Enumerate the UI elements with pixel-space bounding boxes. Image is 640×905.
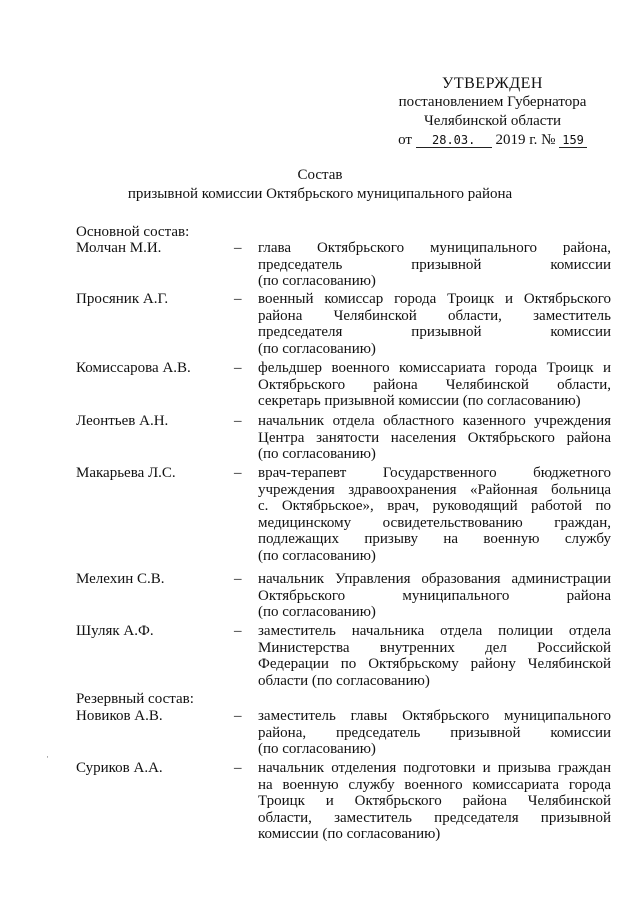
scan-mark: · bbox=[46, 752, 49, 762]
member-role-line: начальник отделения подготовки и призыва граждан bbox=[258, 760, 611, 776]
member-role-line: (по согласованию) bbox=[258, 273, 376, 289]
member-name: Комиссарова А.В. bbox=[76, 360, 191, 376]
approval-heading: УТВЕРЖДЕН bbox=[442, 75, 543, 92]
member-role-line: области, заместитель председателя призывной bbox=[258, 809, 611, 826]
member-name: Макарьева Л.С. bbox=[76, 465, 176, 481]
title-line-1: Состав bbox=[297, 167, 343, 183]
member-role-line: Федерации по Октябрьскому району Челябинской bbox=[258, 656, 611, 672]
title-line-2: призывной комиссии Октябрьского муниципального района bbox=[127, 186, 513, 202]
member-role bbox=[258, 465, 611, 564]
member-role-line: Октябрьского района Челябинской области, bbox=[258, 376, 611, 393]
member-role-line: заместитель начальника отдела полиции отдела bbox=[258, 623, 611, 639]
approval-date: 28.03. bbox=[416, 133, 492, 148]
member-role-line: председателя призывной комиссии bbox=[258, 324, 611, 340]
member-role bbox=[258, 240, 611, 290]
approval-year: 2019 г. № bbox=[495, 132, 556, 148]
member-dash: – bbox=[234, 465, 242, 481]
member-name: Леонтьев А.Н. bbox=[76, 413, 169, 429]
member-role-line: учреждения здравоохранения «Районная больница bbox=[258, 481, 611, 498]
reserve-section-label: Резервный состав: bbox=[76, 691, 194, 707]
member-role-line: района Челябинской области, заместитель bbox=[258, 307, 611, 324]
member-role-line: Троицк и Октябрьского района Челябинской bbox=[258, 793, 611, 809]
document-title bbox=[0, 166, 640, 204]
member-dash: – bbox=[234, 240, 242, 256]
member-role-line: (по согласованию) bbox=[258, 604, 376, 620]
member-name: Шуляк А.Ф. bbox=[76, 623, 154, 639]
member-dash: – bbox=[234, 360, 242, 376]
member-role-line: секретарь призывной комиссии (по согласованию) bbox=[258, 393, 581, 409]
approval-line-2: Челябинской области bbox=[423, 113, 562, 129]
member-role-line: начальник Управления образования администрации bbox=[258, 571, 611, 587]
member-role-line: Октябрьского муниципального района bbox=[258, 587, 611, 604]
member-dash: – bbox=[234, 623, 242, 639]
approval-block bbox=[380, 74, 605, 150]
member-role bbox=[258, 413, 611, 463]
member-role-line: комиссии (по согласованию) bbox=[258, 826, 441, 842]
member-dash: – bbox=[234, 760, 242, 776]
member-role-line: начальник отдела областного казенного учреждения bbox=[258, 413, 611, 429]
member-role-line: района, председатель призывной комиссии bbox=[258, 724, 611, 741]
member-role bbox=[258, 708, 611, 758]
member-name: Суриков А.А. bbox=[76, 760, 163, 776]
member-role-line: подлежащих призыву на военную службу bbox=[258, 531, 611, 547]
member-role-line: области (по согласованию) bbox=[258, 672, 430, 689]
member-dash: – bbox=[234, 571, 242, 587]
member-role-line: медицинскому освидетельствованию граждан, bbox=[258, 514, 611, 531]
date-prefix: от bbox=[398, 132, 412, 148]
member-role-line: (по согласованию) bbox=[258, 446, 376, 462]
member-role bbox=[258, 760, 611, 843]
main-section-label: Основной состав: bbox=[76, 224, 190, 240]
member-role-line: председатель призывной комиссии bbox=[258, 256, 611, 273]
member-role-line: на военную службу военного комиссариата города bbox=[258, 776, 611, 793]
member-role-line: (по согласованию) bbox=[258, 741, 376, 757]
member-name: Молчан М.И. bbox=[76, 240, 162, 256]
member-name: Мелехин С.В. bbox=[76, 571, 165, 587]
member-role-line: (по согласованию) bbox=[258, 547, 376, 564]
member-dash: – bbox=[234, 708, 242, 724]
member-role-line: с. Октябрьское», врач, руководящий работой по bbox=[258, 498, 611, 514]
member-role bbox=[258, 623, 611, 689]
member-role-line: глава Октябрьского муниципального района, bbox=[258, 240, 611, 256]
member-role-line: Министерства внутренних дел Российской bbox=[258, 639, 611, 656]
approval-date-line bbox=[380, 131, 605, 150]
member-name: Новиков А.В. bbox=[76, 708, 163, 724]
member-role-line: заместитель главы Октябрьского муниципального bbox=[258, 708, 611, 724]
member-role-line: Центра занятости населения Октябрьского района bbox=[258, 429, 611, 446]
member-role-line: фельдшер военного комиссариата города Троицк и bbox=[258, 360, 611, 376]
member-name: Просяник А.Г. bbox=[76, 291, 169, 307]
approval-line-1: постановлением Губернатора bbox=[398, 94, 587, 110]
member-role bbox=[258, 571, 611, 621]
member-role-line: военный комиссар города Троицк и Октябрьского bbox=[258, 291, 611, 307]
member-dash: – bbox=[234, 413, 242, 429]
member-role bbox=[258, 291, 611, 357]
member-dash: – bbox=[234, 291, 242, 307]
member-role-line: врач-терапевт Государственного бюджетного bbox=[258, 465, 611, 481]
member-role bbox=[258, 360, 611, 410]
member-role-line: (по согласованию) bbox=[258, 340, 376, 357]
approval-number: 159 bbox=[559, 133, 587, 148]
